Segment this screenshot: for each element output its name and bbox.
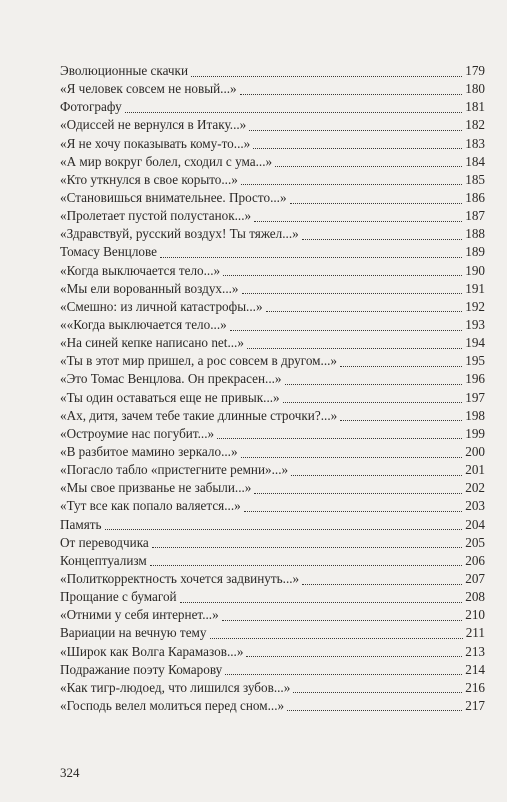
toc-entry xyxy=(60,425,485,443)
toc-entry xyxy=(60,207,485,225)
toc-entry-page: 189 xyxy=(465,244,485,260)
toc-entry-page: 208 xyxy=(465,589,485,605)
toc-leader-dots xyxy=(244,507,462,512)
toc-entry-title: «Смешно: из личной катастрофы...» xyxy=(60,298,263,314)
toc-entry xyxy=(60,516,485,534)
toc-entry-title: От переводчика xyxy=(60,534,149,550)
toc-leader-dots xyxy=(340,416,462,421)
toc-entry xyxy=(60,552,485,570)
toc-entry-title: «Политкорректность хочется задвинуть...» xyxy=(60,570,300,586)
toc-entry xyxy=(60,153,485,171)
toc-entry xyxy=(60,98,485,116)
toc-leader-dots xyxy=(254,489,462,494)
toc-entry xyxy=(60,280,485,298)
toc-entry xyxy=(60,534,485,552)
toc-entry-title: Концептуализм xyxy=(60,552,147,568)
toc-entry-page: 187 xyxy=(465,208,485,224)
toc-leader-dots xyxy=(125,108,463,113)
toc-entry-page: 194 xyxy=(465,335,485,351)
toc-entry-page: 200 xyxy=(465,443,485,459)
toc-entry-title: Фотографу xyxy=(60,99,122,115)
toc-leader-dots xyxy=(105,525,463,530)
toc-leader-dots xyxy=(240,90,463,95)
toc-entry-page: 179 xyxy=(465,63,485,78)
toc-entry-page: 206 xyxy=(465,552,485,568)
toc-entry xyxy=(60,189,485,207)
toc-leader-dots xyxy=(254,217,462,222)
toc-entry xyxy=(60,135,485,153)
toc-leader-dots xyxy=(180,598,463,603)
toc-leader-dots xyxy=(230,326,463,331)
toc-entry xyxy=(60,661,485,679)
toc-leader-dots xyxy=(241,453,463,458)
toc-entry-page: 181 xyxy=(465,99,485,115)
toc-entry-title: Прощание с бумагой xyxy=(60,589,177,605)
toc-leader-dots xyxy=(340,362,462,367)
toc-entry-title: «Мы ели ворованный воздух...» xyxy=(60,280,239,296)
toc-entry-title: «Ты один оставаться еще не привык...» xyxy=(60,389,280,405)
toc-entry xyxy=(60,352,485,370)
toc-entry-page: 198 xyxy=(465,407,485,423)
toc-entry-page: 211 xyxy=(465,625,485,641)
toc-entry xyxy=(60,643,485,661)
toc-entry xyxy=(60,679,485,697)
toc-entry-title: «Погасло табло «пристегните ремни»...» xyxy=(60,462,289,478)
toc-entry-title: «Кто уткнулся в свое корыто...» xyxy=(60,171,238,187)
toc-leader-dots xyxy=(302,580,462,585)
toc-leader-dots xyxy=(283,398,463,403)
toc-leader-dots xyxy=(150,561,462,566)
toc-entry xyxy=(60,116,485,134)
toc-leader-dots xyxy=(247,344,462,349)
toc-entry-page: 180 xyxy=(465,81,485,97)
toc-entry xyxy=(60,479,485,497)
toc-entry-page: 183 xyxy=(465,135,485,151)
toc-entry xyxy=(60,407,485,425)
toc-leader-dots xyxy=(223,271,462,276)
toc-entry-page: 190 xyxy=(465,262,485,278)
toc-leader-dots xyxy=(266,307,463,312)
toc-leader-dots xyxy=(302,235,463,240)
toc-leader-dots xyxy=(285,380,463,385)
toc-entry xyxy=(60,461,485,479)
toc-entry xyxy=(60,243,485,261)
toc-leader-dots xyxy=(225,670,462,675)
toc-entry-page: 184 xyxy=(465,153,485,169)
toc-entry xyxy=(60,497,485,515)
toc-entry-title: «Тут все как попало валяется...» xyxy=(60,498,241,514)
toc-entry-page: 191 xyxy=(465,280,485,296)
toc-entry-page: 210 xyxy=(465,607,485,623)
toc-entry-page: 213 xyxy=(465,643,485,659)
toc-leader-dots xyxy=(241,180,462,185)
toc-entry xyxy=(60,588,485,606)
toc-entry-title: «На синей кепке написано net...» xyxy=(60,335,244,351)
toc-entry-page: 186 xyxy=(465,189,485,205)
toc-entry xyxy=(60,389,485,407)
toc-entry-page: 182 xyxy=(465,117,485,133)
toc-entry-title: ««Когда выключается тело...» xyxy=(60,316,227,332)
toc-leader-dots xyxy=(253,144,462,149)
toc-entry xyxy=(60,570,485,588)
toc-entry-page: 196 xyxy=(465,371,485,387)
toc-entry-title: «Как тигр-людоед, что лишился зубов...» xyxy=(60,679,291,695)
toc-entry-title: «Отними у себя интернет...» xyxy=(60,607,219,623)
toc-entry xyxy=(60,334,485,352)
page-number: 324 xyxy=(60,765,80,780)
toc-entry-page: 204 xyxy=(465,516,485,532)
toc-leader-dots xyxy=(275,162,462,167)
toc-entry xyxy=(60,443,485,461)
toc-leader-dots xyxy=(160,253,462,258)
toc-entry-page: 199 xyxy=(465,425,485,441)
toc-entry-title: «Остроумие нас погубит...» xyxy=(60,425,215,441)
toc-entry-title: «Здравствуй, русский воздух! Ты тяжел...» xyxy=(60,226,299,242)
toc-entry xyxy=(60,606,485,624)
toc-entry-page: 216 xyxy=(465,679,485,695)
toc-leader-dots xyxy=(210,634,463,639)
toc-entry xyxy=(60,316,485,334)
toc-entry-title: Память xyxy=(60,516,102,532)
toc-entry-title: «Мы свое призванье не забыли...» xyxy=(60,480,252,496)
toc-entry-title: Подражание поэту Комарову xyxy=(60,661,223,677)
toc-leader-dots xyxy=(293,688,462,693)
toc-entry-title: «Когда выключается тело...» xyxy=(60,262,221,278)
toc-entry-title: «Это Томас Венцлова. Он прекрасен...» xyxy=(60,371,282,387)
table-of-contents xyxy=(60,62,485,715)
toc-leader-dots xyxy=(152,543,462,548)
toc-leader-dots xyxy=(191,72,462,77)
toc-entry-page: 188 xyxy=(465,226,485,242)
toc-entry-title: «В разбитое мамино зеркало...» xyxy=(60,443,238,459)
toc-entry xyxy=(60,370,485,388)
toc-entry-page: 185 xyxy=(465,171,485,187)
toc-entry-title: «А мир вокруг болел, сходил с ума...» xyxy=(60,153,273,169)
toc-entry-page: 202 xyxy=(465,480,485,496)
toc-entry xyxy=(60,225,485,243)
toc-entry-page: 192 xyxy=(465,298,485,314)
toc-entry-title: Томасу Венцлове xyxy=(60,244,158,260)
toc-entry-page: 207 xyxy=(465,570,485,586)
toc-entry-page: 197 xyxy=(465,389,485,405)
toc-entry-title: «Я не хочу показывать кому-то...» xyxy=(60,135,251,151)
toc-entry-title: «Я человек совсем не новый...» xyxy=(60,81,237,97)
toc-entry xyxy=(60,697,485,715)
toc-entry-title: Вариации на вечную тему xyxy=(60,625,207,641)
toc-entry xyxy=(60,262,485,280)
toc-leader-dots xyxy=(249,126,462,131)
toc-entry-title: «Ты в этот мир пришел, а рос совсем в другом...» xyxy=(60,353,338,369)
toc-entry xyxy=(60,80,485,98)
toc-leader-dots xyxy=(287,706,462,711)
toc-entry-title: «Пролетает пустой полустанок...» xyxy=(60,208,252,224)
toc-entry-title: «Ах, дитя, зачем тебе такие длинные строчки?...» xyxy=(60,407,338,423)
toc-leader-dots xyxy=(291,471,462,476)
toc-entry xyxy=(60,624,485,642)
toc-entry-page: 195 xyxy=(465,353,485,369)
toc-entry-title: Эволюционные скачки xyxy=(60,63,189,78)
toc-entry-title: «Господь велел молиться перед сном...» xyxy=(60,697,285,713)
toc-entry xyxy=(60,298,485,316)
toc-entry-page: 205 xyxy=(465,534,485,550)
toc-entry-page: 214 xyxy=(465,661,485,677)
toc-entry-page: 193 xyxy=(465,316,485,332)
toc-entry xyxy=(60,171,485,189)
toc-leader-dots xyxy=(246,652,462,657)
toc-entry-title: «Одиссей не вернулся в Итаку...» xyxy=(60,117,247,133)
toc-entry-page: 203 xyxy=(465,498,485,514)
toc-leader-dots xyxy=(217,434,462,439)
toc-entry-page: 217 xyxy=(465,697,485,713)
toc-entry-title: «Широк как Волга Карамазов...» xyxy=(60,643,244,659)
toc-leader-dots xyxy=(290,199,463,204)
toc-entry-page: 201 xyxy=(465,462,485,478)
toc-leader-dots xyxy=(242,289,463,294)
toc-leader-dots xyxy=(222,616,463,621)
toc-entry xyxy=(60,62,485,80)
toc-entry-title: «Становишься внимательнее. Просто...» xyxy=(60,189,287,205)
